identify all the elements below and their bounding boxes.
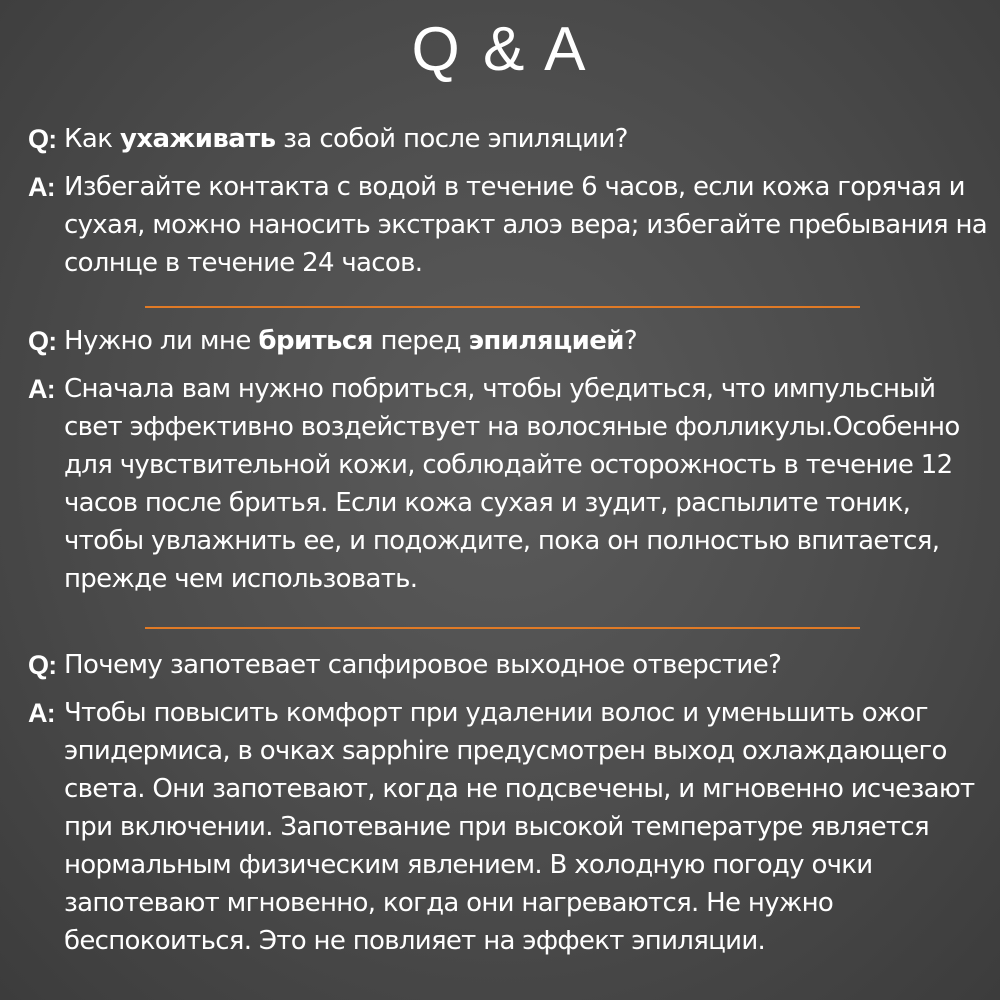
qa-item-2 [28,322,988,598]
question-text-mid: за собой после эпиляции? [275,124,628,154]
answer-text: Избегайте контакта с водой в течение 6 часов, если кожа горячая и сухая, можно наносить экстракт алоэ вера; избегайте пребывания на солнце в течение 24 часов. [64,172,987,278]
question-text-bold-2: эпиляцией [468,326,624,356]
answer-text: Сначала вам нужно побриться, чтобы убедиться, что импульсный свет эффективно воздействует на волосяные фолликулы.Особенно для чувствительной кожи, соблюдайте осторожность в течение 12 часов после бритья. Если кожа сухая и зудит, распылите тоник, чтобы увлажнить ее, и подождите, пока он полностью впитается, прежде чем использовать. [64,374,960,594]
answer-text: Чтобы повысить комфорт при удалении волос и уменьшить ожог эпидермиса, в очках sapphire предусмотрен выход охлаждающего света. Они запотевают, когда не подсвечены, и мгновенно исчезают при включении. Запотевание при высокой температуре является нормальным физическим явлением. В холодную погоду очки запотевают мгновенно, когда они нагреваются. Не нужно беспокоиться. Это не повлияет на эффект эпиляции. [64,698,975,956]
qa-item-1 [28,120,988,282]
q-label: Q: [28,326,57,356]
answer-2 [28,370,988,598]
question-1 [28,120,988,158]
qa-item-3 [28,646,988,960]
question-2 [28,322,988,360]
a-label: A: [28,374,55,404]
q-label: Q: [28,650,57,680]
question-text-pre: Нужно ли мне [64,326,259,356]
answer-3 [28,694,988,960]
question-text-pre: Почему запотевает сапфировое выходное отверстие? [64,650,782,680]
divider-1 [145,306,860,308]
question-text-mid: перед [372,326,469,356]
page-title: Q & A [411,15,589,84]
q-label: Q: [28,124,57,154]
question-text-pre: Как [64,124,120,154]
answer-1 [28,168,988,282]
divider-2 [145,627,860,629]
a-label: A: [28,698,55,728]
question-text-bold: бриться [258,326,373,356]
question-3 [28,646,988,684]
question-text-bold: ухаживать [119,124,276,154]
question-text-post: ? [623,326,638,356]
a-label: A: [28,172,55,202]
